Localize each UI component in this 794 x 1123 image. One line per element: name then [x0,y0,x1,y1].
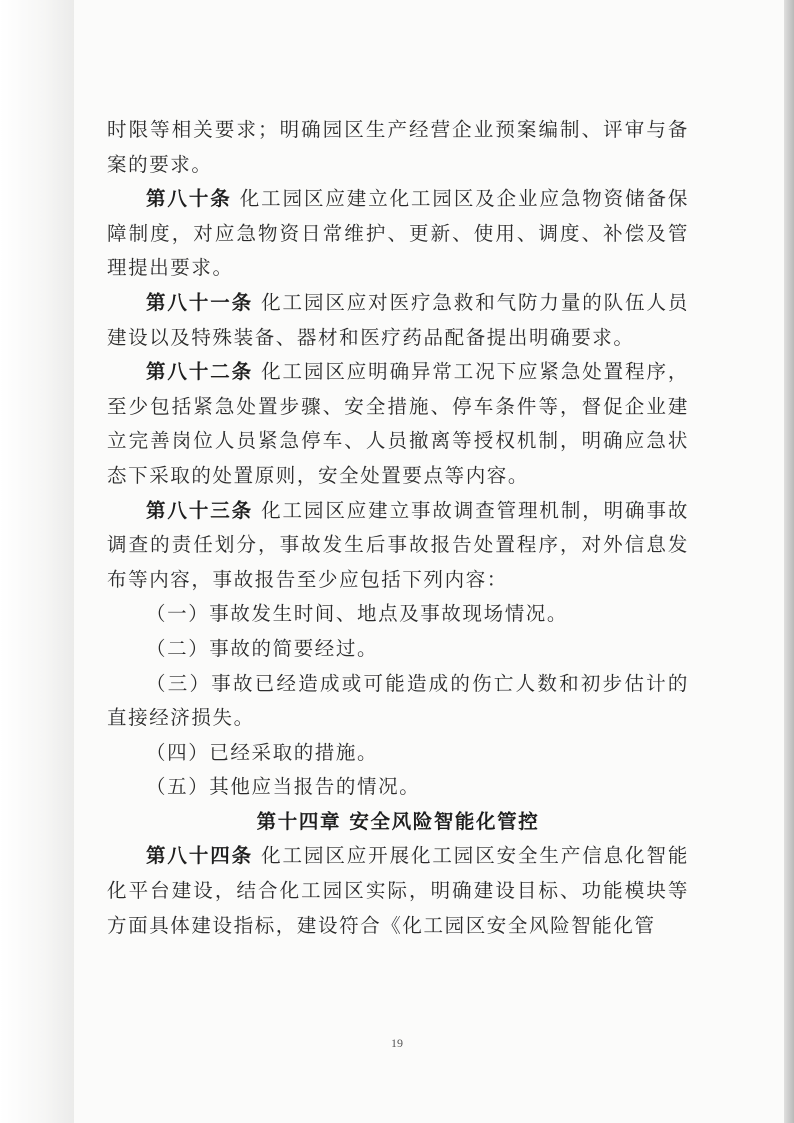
article-81: 第八十一条 化工园区应对医疗急救和气防力量的队伍人员建设以及特殊装备、器材和医疗药品配备提出明确要求。 [107,290,689,349]
page-number: 19 [391,1036,403,1050]
list-item: （三）事故已经造成或可能造成的伤亡人数和初步估计的直接经济损失。 [107,671,689,730]
scan-edge-right [784,0,794,1123]
article-number: 第八十一条 [146,290,254,314]
chapter-title: 第十四章 安全风险智能化管控 [256,809,540,833]
body-text [107,113,689,943]
list-item: （二）事故的简要经过。 [146,636,379,660]
article-80: 第八十条 化工园区应建立化工园区及企业应急物资储备保障制度，对应急物资日常维护、更新、使用、调度、补偿及管理提出要求。 [107,187,689,280]
article-number: 第八十条 [146,187,232,211]
article-82: 第八十二条 化工园区应明确异常工况下应紧急处置程序，至少包括紧急处置步骤、安全措施、停车条件等，督促企业建立完善岗位人员紧急停车、人员撤离等授权机制，明确应急状态下采取的处置原则，安全处置要点等内容。 [107,360,689,487]
list-item: （四）已经采取的措施。 [146,740,379,764]
article-number: 第八十三条 [146,498,254,522]
list-item: （五）其他应当报告的情况。 [146,775,421,799]
article-number: 第八十二条 [146,360,254,384]
list-item: （一）事故发生时间、地点及事故现场情况。 [146,602,569,626]
scan-shadow-left [0,0,74,1123]
article-84: 第八十四条 化工园区应开展化工园区安全生产信息化智能化平台建设，结合化工园区实际，明确建设目标、功能模块等方面具体建设指标，建设符合《化工园区安全风险智能化管 [107,844,689,937]
paragraph-continuation: 时限等相关要求；明确园区生产经营企业预案编制、评审与备案的要求。 [107,118,689,176]
article-number: 第八十四条 [146,844,254,868]
article-83: 第八十三条 化工园区应建立事故调查管理机制，明确事故调查的责任划分，事故发生后事故报告处置程序，对外信息发布等内容，事故报告至少应包括下列内容： [107,498,689,591]
